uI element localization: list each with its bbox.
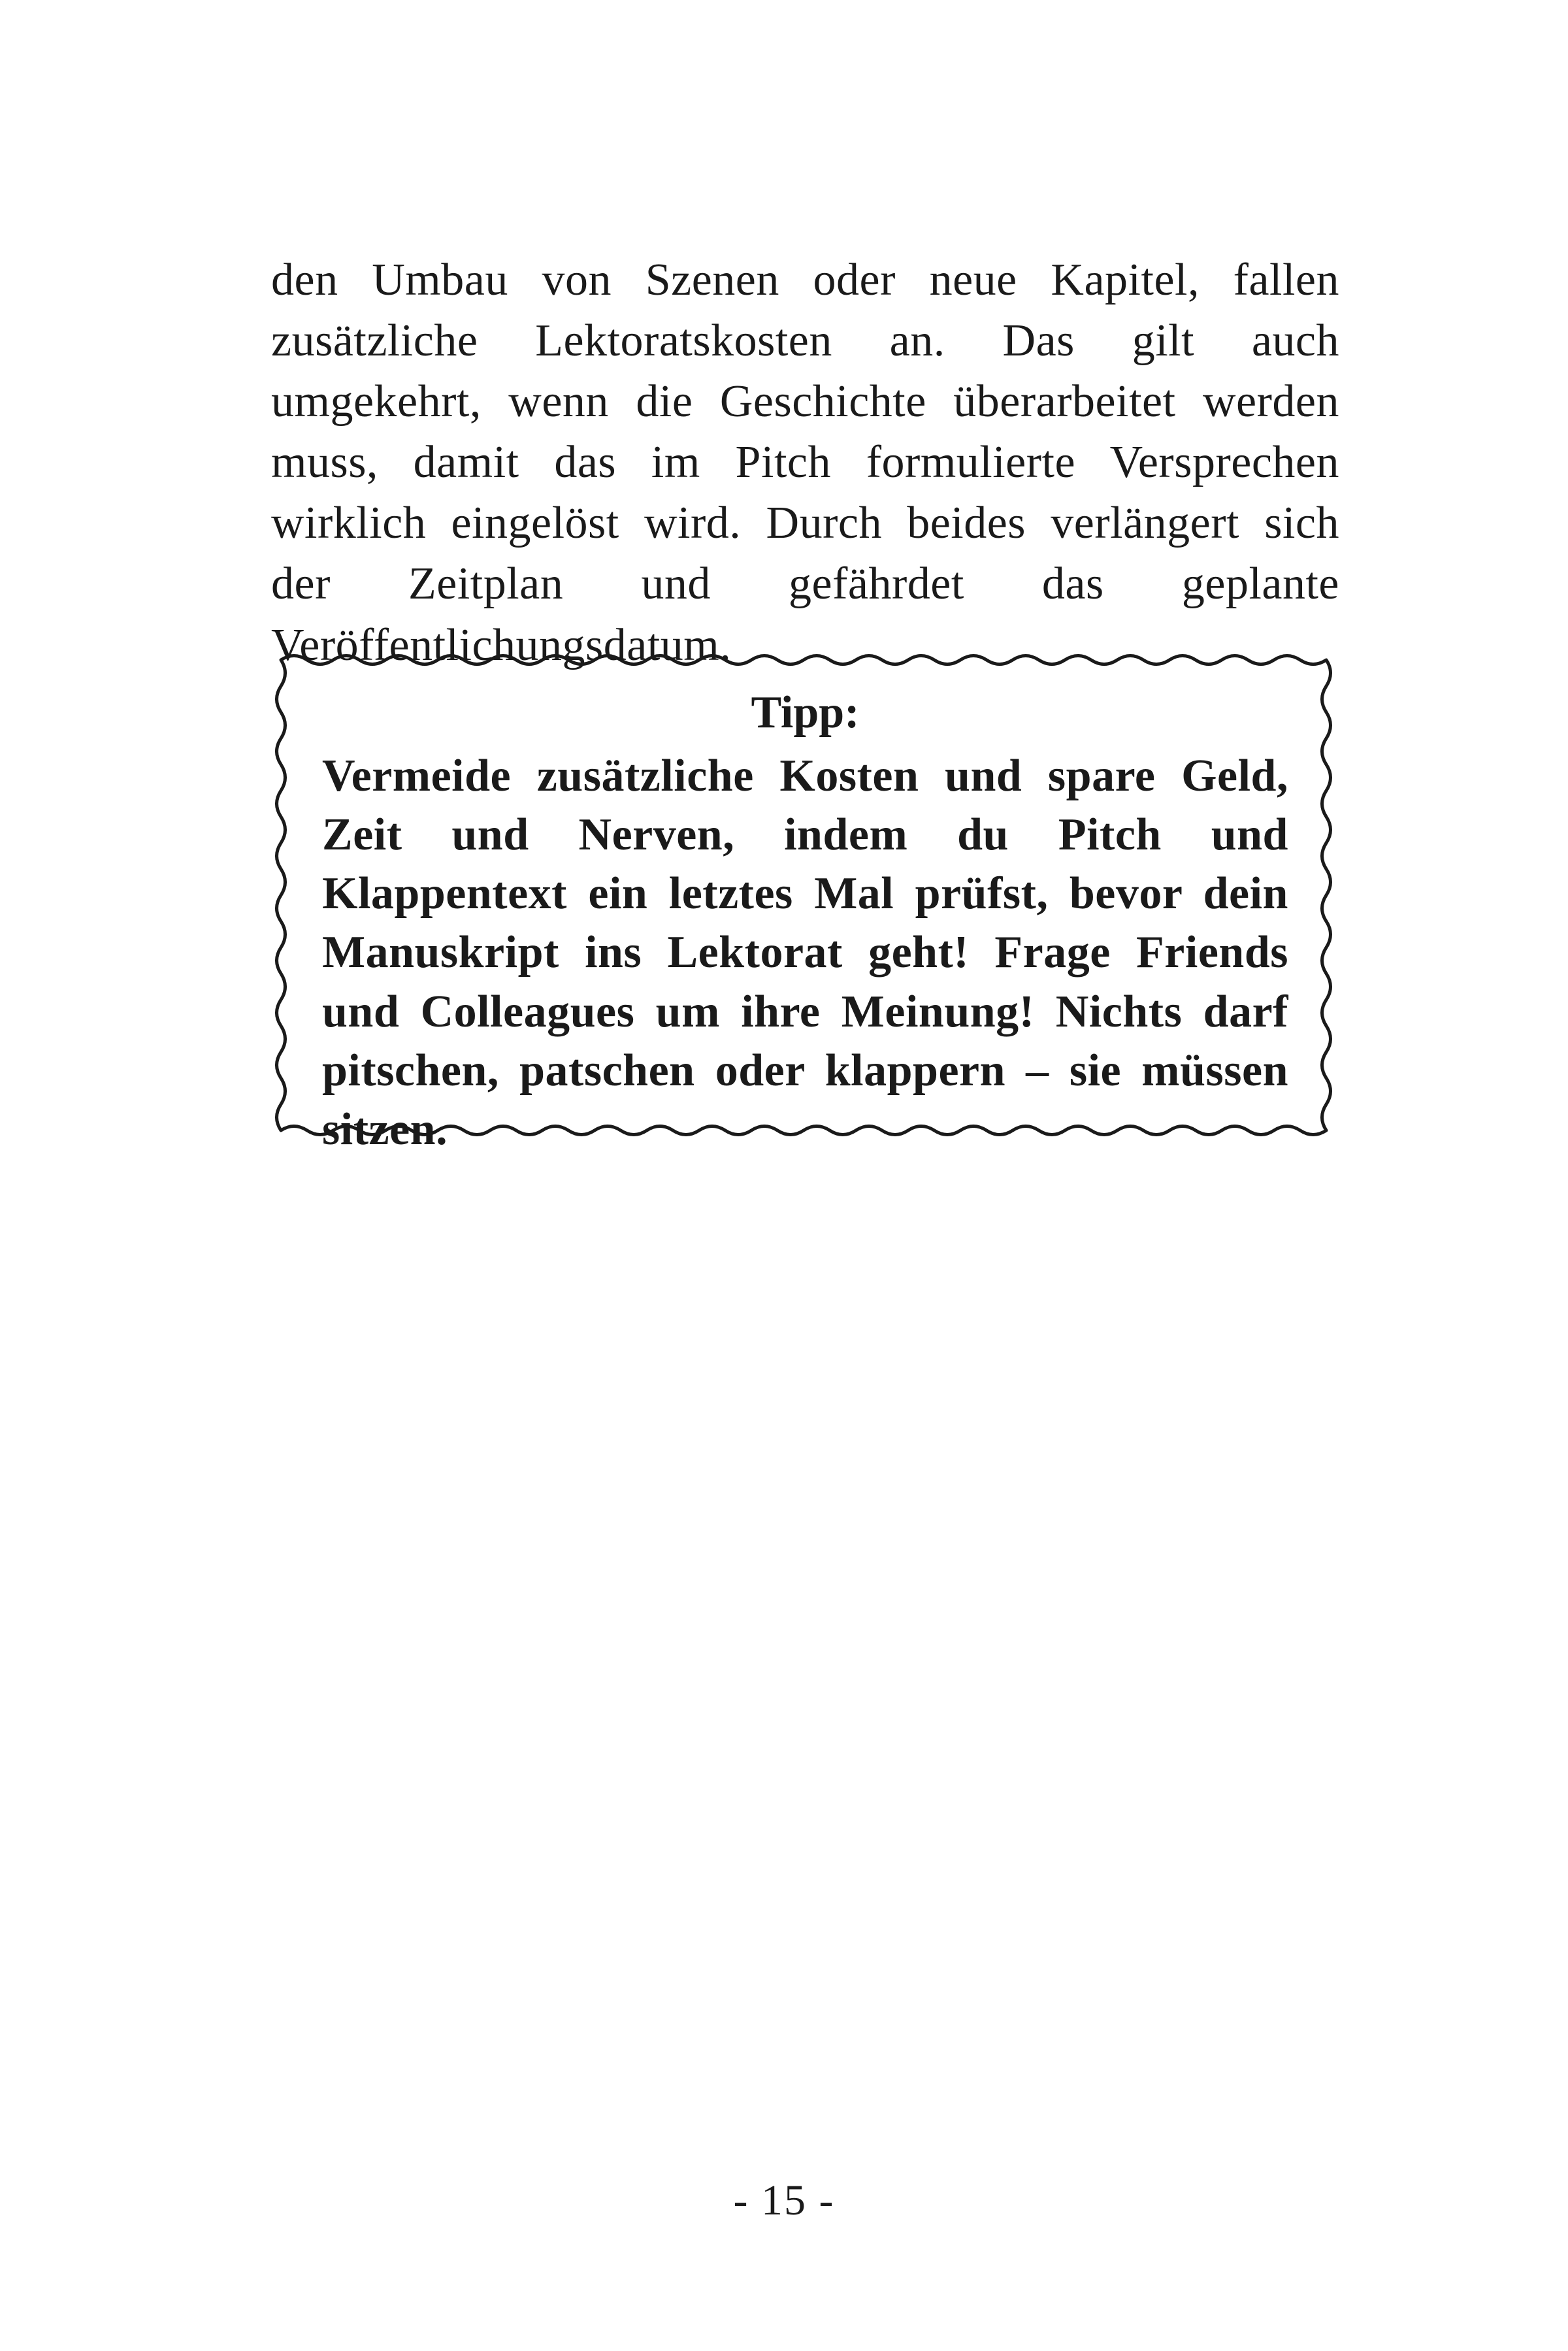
tip-body: Vermeide zusätzliche Kosten und spare Geld, Zeit und Nerven, indem du Pitch und Klappentext ein letztes Mal prüfst, bevor dein Manuskript ins Lektorat geht! Frage Friends und Colleagues um ihre Meinung! Nichts darf pitschen, patschen oder klappern – sie müssen sitzen. (322, 750, 1288, 1155)
tip-box (271, 650, 1339, 1155)
page-number: - 15 - (733, 2177, 835, 2224)
tip-title: Tipp: (751, 687, 860, 738)
body-paragraph: den Umbau von Szenen oder neue Kapitel, fallen zusätzliche Lektoratskosten an. Das gilt auch umgekehrt, wenn die Geschichte überarbeitet werden muss, damit das im Pitch formulierte Versprechen wirklich eingelöst wird. Durch beides verlängert sich der Zeitplan und gefährdet das geplante Veröffentlichungsdatum. (271, 255, 1339, 670)
